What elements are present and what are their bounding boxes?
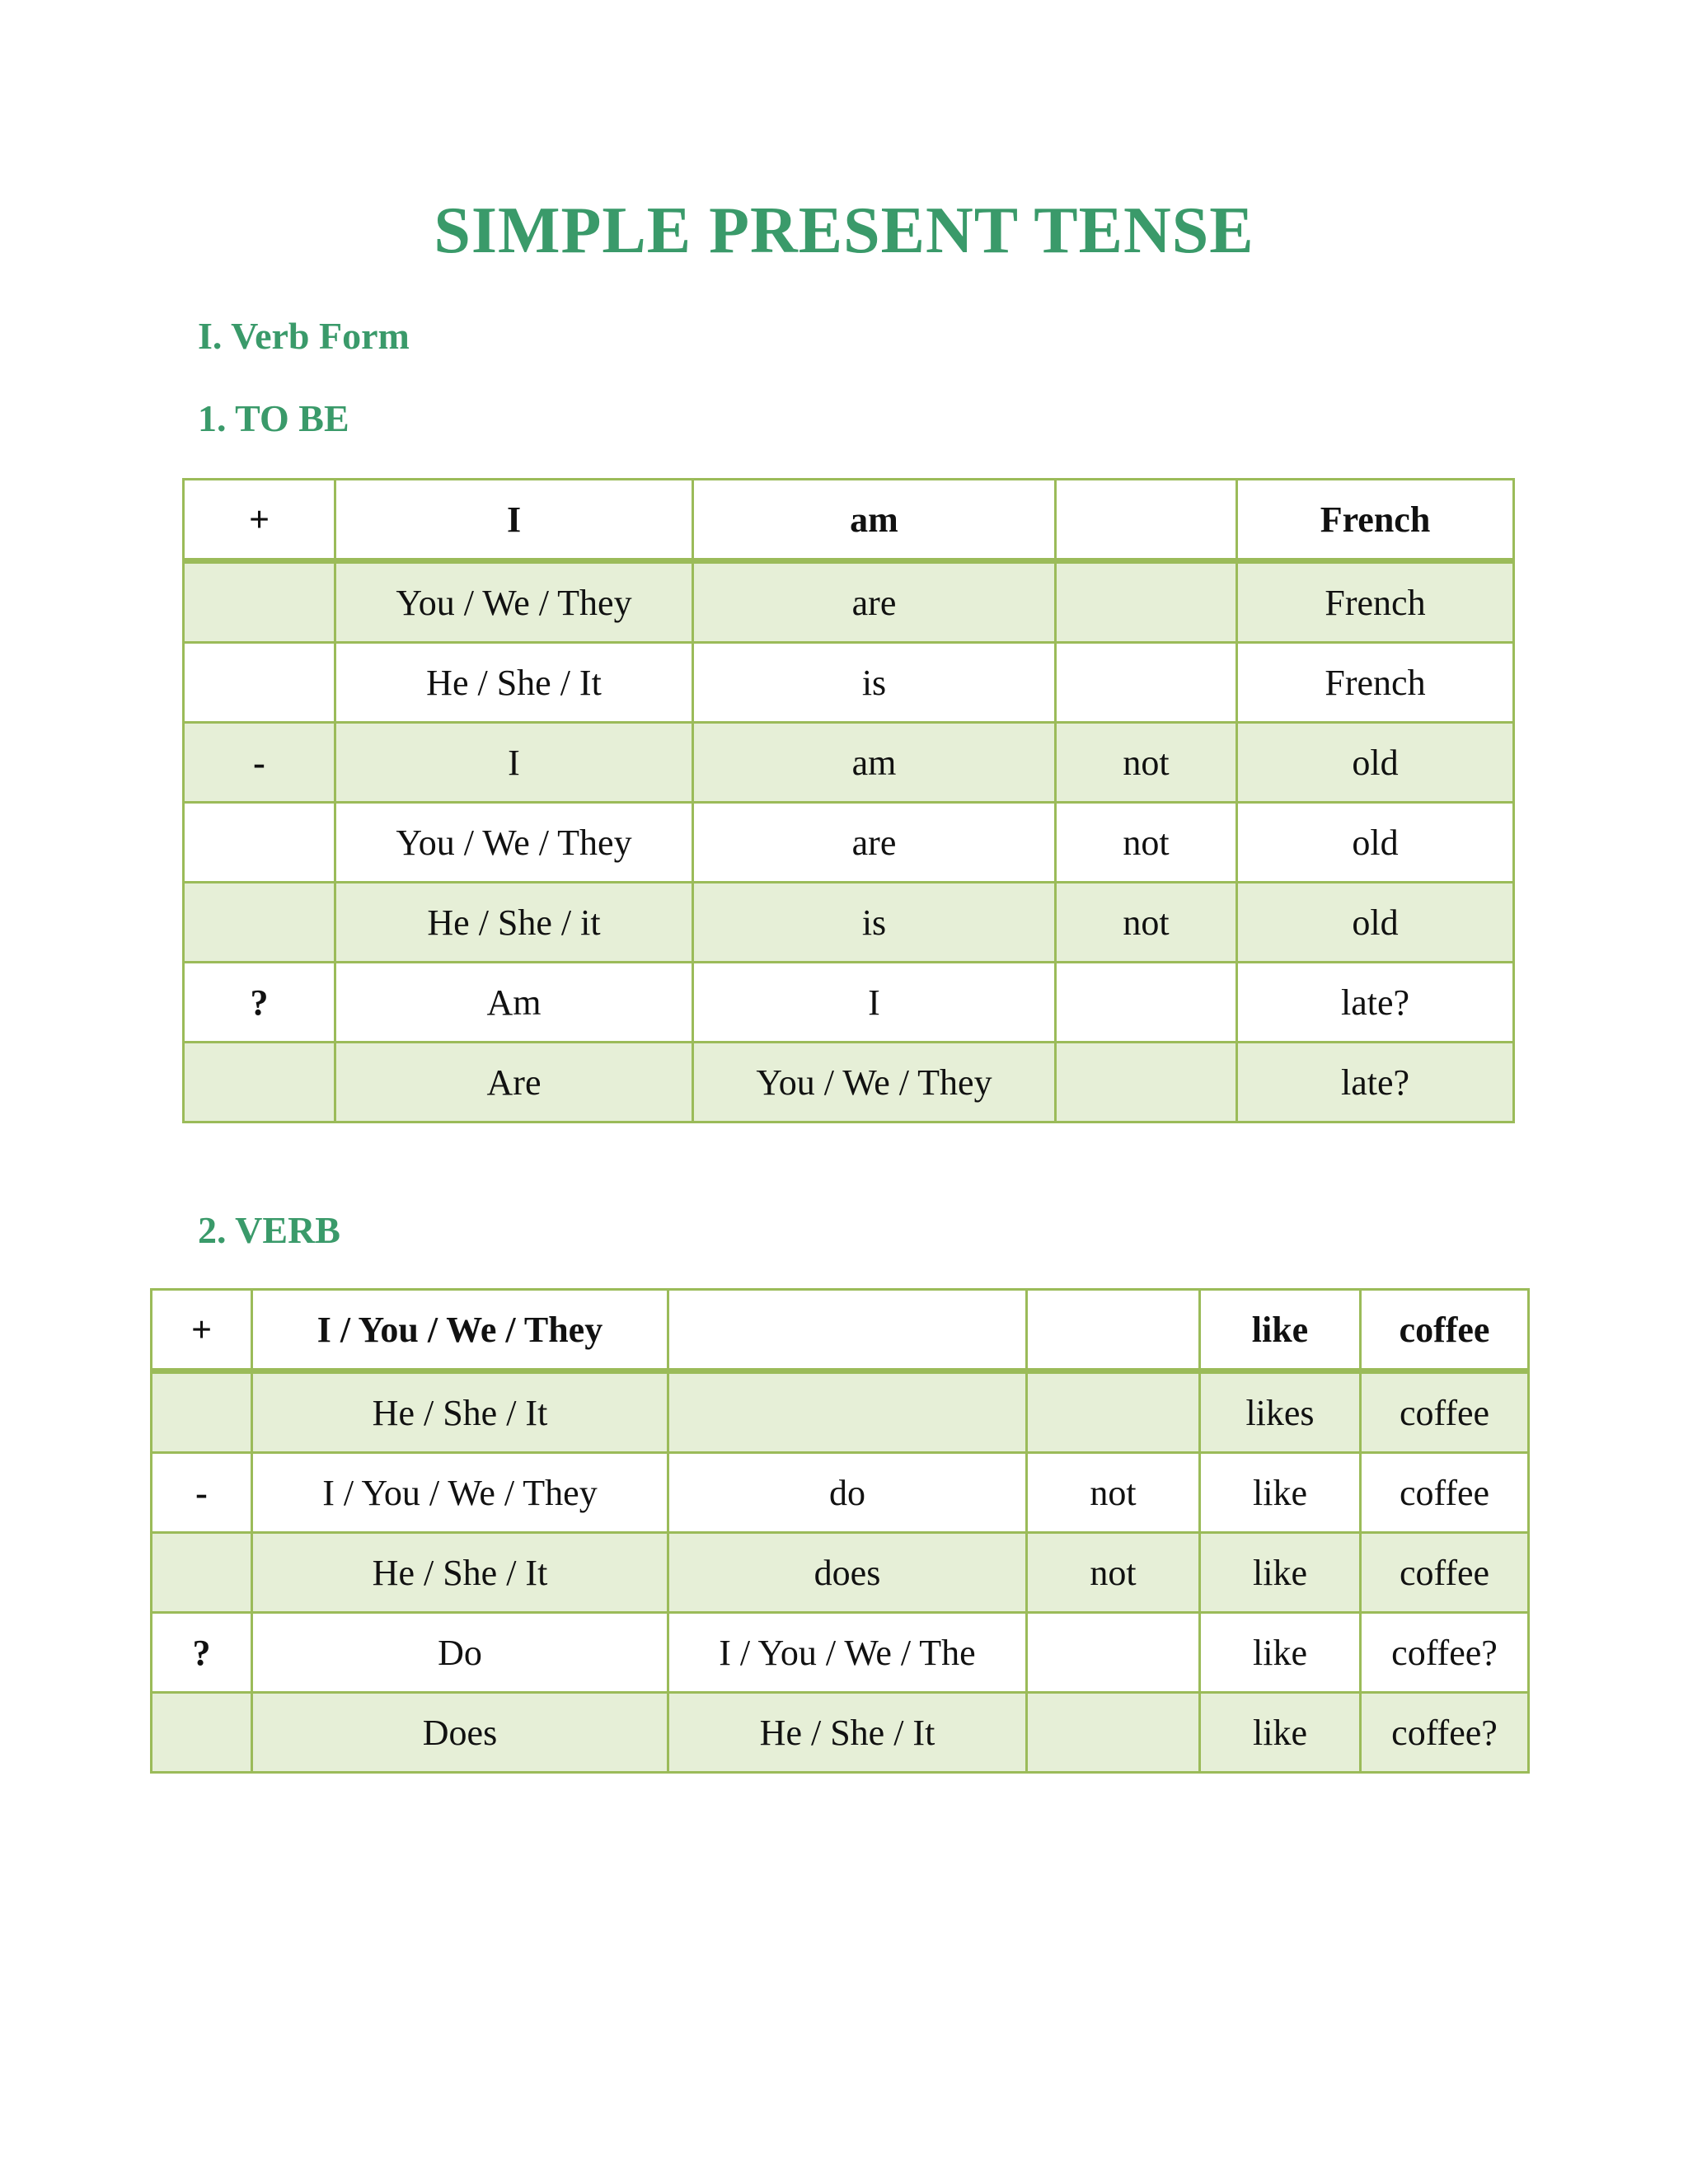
verb-cell: are xyxy=(693,561,1056,643)
auxiliary-cell xyxy=(668,1290,1027,1371)
table-row xyxy=(184,480,1514,561)
negation-cell xyxy=(1056,1043,1237,1122)
table-row xyxy=(152,1453,1529,1533)
verb-table xyxy=(150,1288,1530,1774)
subject-cell: He / She / It xyxy=(335,643,693,723)
auxiliary-cell: He / She / It xyxy=(668,1693,1027,1773)
verb-cell: I xyxy=(693,963,1056,1043)
table-row xyxy=(184,561,1514,643)
negation-cell: not xyxy=(1027,1453,1200,1533)
sign-cell: - xyxy=(152,1453,252,1533)
subject-cell: You / We / They xyxy=(335,561,693,643)
complement-cell: old xyxy=(1237,723,1514,803)
subject-cell: He / She / it xyxy=(335,883,693,963)
negation-cell: not xyxy=(1056,723,1237,803)
negation-cell xyxy=(1027,1290,1200,1371)
table-row xyxy=(152,1613,1529,1693)
complement-cell: late? xyxy=(1237,1043,1514,1122)
verb-cell: like xyxy=(1200,1613,1361,1693)
object-cell: coffee xyxy=(1361,1290,1529,1371)
verb-cell: like xyxy=(1200,1290,1361,1371)
sign-cell xyxy=(184,1043,335,1122)
verb-cell: are xyxy=(693,803,1056,883)
subject-cell: Do xyxy=(252,1613,668,1693)
verb-cell: like xyxy=(1200,1453,1361,1533)
negation-cell: not xyxy=(1056,883,1237,963)
verb-cell: am xyxy=(693,723,1056,803)
sign-cell: - xyxy=(184,723,335,803)
sign-cell: + xyxy=(152,1290,252,1371)
table-row xyxy=(184,883,1514,963)
complement-cell: old xyxy=(1237,803,1514,883)
subject-cell: Does xyxy=(252,1693,668,1773)
negation-cell xyxy=(1056,643,1237,723)
verb-cell: am xyxy=(693,480,1056,561)
table-row xyxy=(152,1693,1529,1773)
complement-cell: French xyxy=(1237,561,1514,643)
to-be-table xyxy=(182,478,1515,1123)
subject-cell: He / She / It xyxy=(252,1533,668,1613)
subject-cell: I xyxy=(335,723,693,803)
negation-cell: not xyxy=(1027,1533,1200,1613)
sign-cell xyxy=(152,1533,252,1613)
verb-cell: like xyxy=(1200,1533,1361,1613)
subject-cell: I / You / We / They xyxy=(252,1290,668,1371)
negation-cell xyxy=(1027,1693,1200,1773)
object-cell: coffee xyxy=(1361,1453,1529,1533)
subject-cell: Am xyxy=(335,963,693,1043)
table-row xyxy=(152,1533,1529,1613)
negation-cell xyxy=(1056,561,1237,643)
heading-verb: 2. VERB xyxy=(198,1209,340,1251)
object-cell: coffee? xyxy=(1361,1613,1529,1693)
table-row xyxy=(152,1371,1529,1453)
negation-cell xyxy=(1056,963,1237,1043)
sign-cell xyxy=(184,883,335,963)
subject-cell: He / She / It xyxy=(252,1371,668,1453)
subject-cell: Are xyxy=(335,1043,693,1122)
table-row xyxy=(184,963,1514,1043)
subject-cell: I / You / We / They xyxy=(252,1453,668,1533)
section-heading-verb-form: I. Verb Form xyxy=(198,315,410,357)
auxiliary-cell xyxy=(668,1371,1027,1453)
negation-cell xyxy=(1027,1613,1200,1693)
verb-cell: is xyxy=(693,883,1056,963)
object-cell: coffee xyxy=(1361,1371,1529,1453)
sign-cell xyxy=(184,561,335,643)
negation-cell xyxy=(1027,1371,1200,1453)
auxiliary-cell: does xyxy=(668,1533,1027,1613)
auxiliary-cell: I / You / We / The xyxy=(668,1613,1027,1693)
table-row xyxy=(184,643,1514,723)
sign-cell xyxy=(152,1371,252,1453)
table-row xyxy=(152,1290,1529,1371)
sign-cell: + xyxy=(184,480,335,561)
negation-cell xyxy=(1056,480,1237,561)
complement-cell: old xyxy=(1237,883,1514,963)
sign-cell xyxy=(184,803,335,883)
table-row xyxy=(184,723,1514,803)
subject-cell: You / We / They xyxy=(335,803,693,883)
sign-cell: ? xyxy=(152,1613,252,1693)
verb-cell: likes xyxy=(1200,1371,1361,1453)
sign-cell xyxy=(184,643,335,723)
table-row xyxy=(184,1043,1514,1122)
sign-cell: ? xyxy=(184,963,335,1043)
object-cell: coffee? xyxy=(1361,1693,1529,1773)
table-row xyxy=(184,803,1514,883)
auxiliary-cell: do xyxy=(668,1453,1027,1533)
complement-cell: French xyxy=(1237,480,1514,561)
negation-cell: not xyxy=(1056,803,1237,883)
complement-cell: late? xyxy=(1237,963,1514,1043)
verb-cell: You / We / They xyxy=(693,1043,1056,1122)
subject-cell: I xyxy=(335,480,693,561)
heading-to-be: 1. TO BE xyxy=(198,397,349,439)
page-title: SIMPLE PRESENT TENSE xyxy=(434,194,1254,267)
verb-cell: is xyxy=(693,643,1056,723)
complement-cell: French xyxy=(1237,643,1514,723)
verb-cell: like xyxy=(1200,1693,1361,1773)
sign-cell xyxy=(152,1693,252,1773)
object-cell: coffee xyxy=(1361,1533,1529,1613)
